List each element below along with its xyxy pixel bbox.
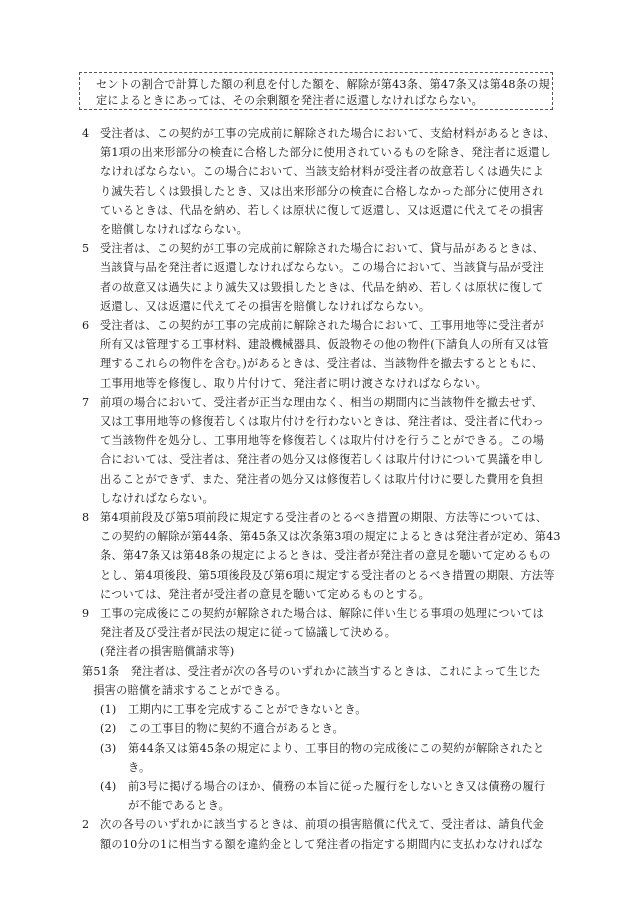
- text-line: 損害の賠償を請求することができる。: [82, 683, 287, 697]
- text-line: セントの割合で計算した額の利息を付した額を、解除が第43条、第47条又は第48条の規: [96, 78, 550, 91]
- text-line: 工期内に工事を完成することができないとき。: [128, 703, 367, 717]
- text-line: 第44条又は第45条の規定により、工事目的物の完成後にこの契約が解除されたと: [128, 741, 545, 755]
- text-line: この契約の解除が第44条、第45条又は次条第3項の規定によるときは発注者が定め、第43: [100, 530, 561, 544]
- text-line: 受注者は、この契約が工事の完成前に解除された場合において、工事用地等に受注者が: [100, 319, 544, 333]
- list-item: [100, 719, 552, 738]
- text-line: 次の各号のいずれかに該当するときは、前項の損害賠償に代えて、受注者は、請負代金: [100, 818, 544, 832]
- item-number: (2): [100, 722, 117, 736]
- text-line: 工事の完成後にこの契約が解除された場合は、解除に伴い生じる事項の処理については: [100, 607, 544, 621]
- text-line: 所有又は管理する工事材料、建設機械器具、仮設物その他の物件(下請負人の所有又は管: [100, 338, 549, 352]
- text-line: 第1項の出来形部分の検査に合格した部分に使用されているものを除き、発注者に返還し: [100, 146, 551, 160]
- paragraph-number: 8: [82, 511, 90, 525]
- text-line: 受注者は、この契約が工事の完成前に解除された場合において、貸与品があるときは、: [100, 242, 544, 256]
- paragraph-5: [82, 239, 552, 316]
- paragraph-number: 4: [82, 127, 90, 140]
- paragraph-number: 5: [82, 242, 90, 256]
- text-line: については、発注者が受注者の意見を聴いて定めるものとする。: [100, 587, 431, 601]
- text-line: 者の故意又は過失により滅失又は毀損したときは、代品を納め、若しくは原状に復して: [100, 280, 544, 294]
- text-line: 又は工事用地等の修復若しくは取片付けを行わないときは、発注者は、受注者に代わっ: [100, 415, 545, 429]
- paragraph-9: [82, 604, 552, 642]
- text-line: 額の10分の1に相当する額を違約金として発注者の指定する期間内に支払わなければな: [100, 837, 544, 851]
- text-line: を賠償しなければならない。: [100, 223, 249, 237]
- text-line: 返還し、又は返還に代えてその損害を賠償しなければならない。: [100, 299, 431, 313]
- item-number: (3): [100, 741, 117, 755]
- text-line: 条、第47条又は第48条の規定によるときは、受注者が発注者の意見を聴いて定めるもの: [100, 549, 551, 563]
- text-line: 合においては、受注者は、発注者の処分又は修復若しくは取片付けについて異議を申し: [100, 453, 544, 467]
- paragraph-number: 7: [82, 395, 90, 409]
- paragraph-number: 9: [82, 607, 90, 621]
- text-line: この工事目的物に契約不適合があるとき。: [128, 722, 344, 736]
- text-line: 工事用地等を修復し、取り片付けて、発注者に明け渡さなければならない。: [100, 376, 487, 390]
- text-line: が不能であるとき。: [128, 799, 231, 813]
- paragraph-7: [82, 393, 552, 508]
- text-line: とし、第4項後段、第5項後段及び第6項に規定する受注者のとるべき措置の期限、方法等: [100, 568, 555, 582]
- text-line: 第4項前段及び第5項前段に規定する受注者のとるべき措置の期限、方法等については、: [100, 511, 548, 525]
- text-line: 定によるときにあっては、その余剰額を発注者に返還しなければならない。: [96, 94, 484, 107]
- document-body: [82, 124, 561, 854]
- item-number: (4): [100, 779, 117, 793]
- paragraph-8: [82, 508, 561, 604]
- paragraph-4: [82, 124, 556, 239]
- list-item: [100, 777, 552, 815]
- text-line: 発注者及び受注者が民法の規定に従って協議して決める。: [100, 626, 397, 640]
- text-line: き。: [128, 760, 151, 774]
- paragraph-6: [82, 316, 552, 393]
- article-51-paragraph-2: [82, 815, 552, 853]
- heading-text: (発注者の損害賠償請求等): [100, 645, 235, 659]
- text-line: 前項の場合において、受注者が正当な理由なく、相当の期間内に当該物件を撤去せず、: [100, 395, 543, 409]
- text-line: 出ることができず、また、発注者の処分又は修復若しくは取片付けに要した費用を負担: [100, 472, 544, 486]
- list-item: [100, 739, 552, 777]
- text-line: 第51条 発注者は、受注者が次の各号のいずれかに該当するときは、これによって生じた: [82, 664, 541, 678]
- text-line: 当該貸与品を発注者に返還しなければならない。この場合において、当該貸与品が受注: [100, 261, 544, 275]
- text-line: なければならない。この場合において、当該支給材料が受注者の故意若しくは過失によ: [100, 165, 544, 179]
- article-51-items: [82, 700, 552, 815]
- text-line: しなければならない。: [100, 491, 214, 505]
- text-line: 前3号に掲げる場合のほか、債務の本旨に従った履行をしないとき又は債務の履行: [128, 779, 546, 793]
- article-51: [82, 662, 552, 700]
- text-line: ているときは、代品を納め、若しくは原状に復して返還し、又は返還に代えてその損害: [100, 203, 544, 217]
- text-line: て当該物件を処分し、工事用地等を修復若しくは取片付けを行うことができる。この場: [100, 434, 545, 448]
- paragraph-number: 6: [82, 319, 90, 333]
- boxed-continuation-text: [79, 72, 553, 110]
- text-line: り滅失若しくは毀損したとき、又は出来形部分の検査に合格しなかった部分に使用され: [100, 184, 544, 198]
- article-heading: [82, 642, 552, 661]
- text-line: 受注者は、この契約が工事の完成前に解除された場合において、支給材料があるときは、: [100, 127, 556, 140]
- text-line: 理するこれらの物件を含む。)があるときは、受注者は、当該物件を撤去するとともに、: [100, 357, 544, 371]
- paragraph-number: 2: [82, 818, 90, 832]
- list-item: [100, 700, 552, 719]
- item-number: (1): [100, 703, 117, 717]
